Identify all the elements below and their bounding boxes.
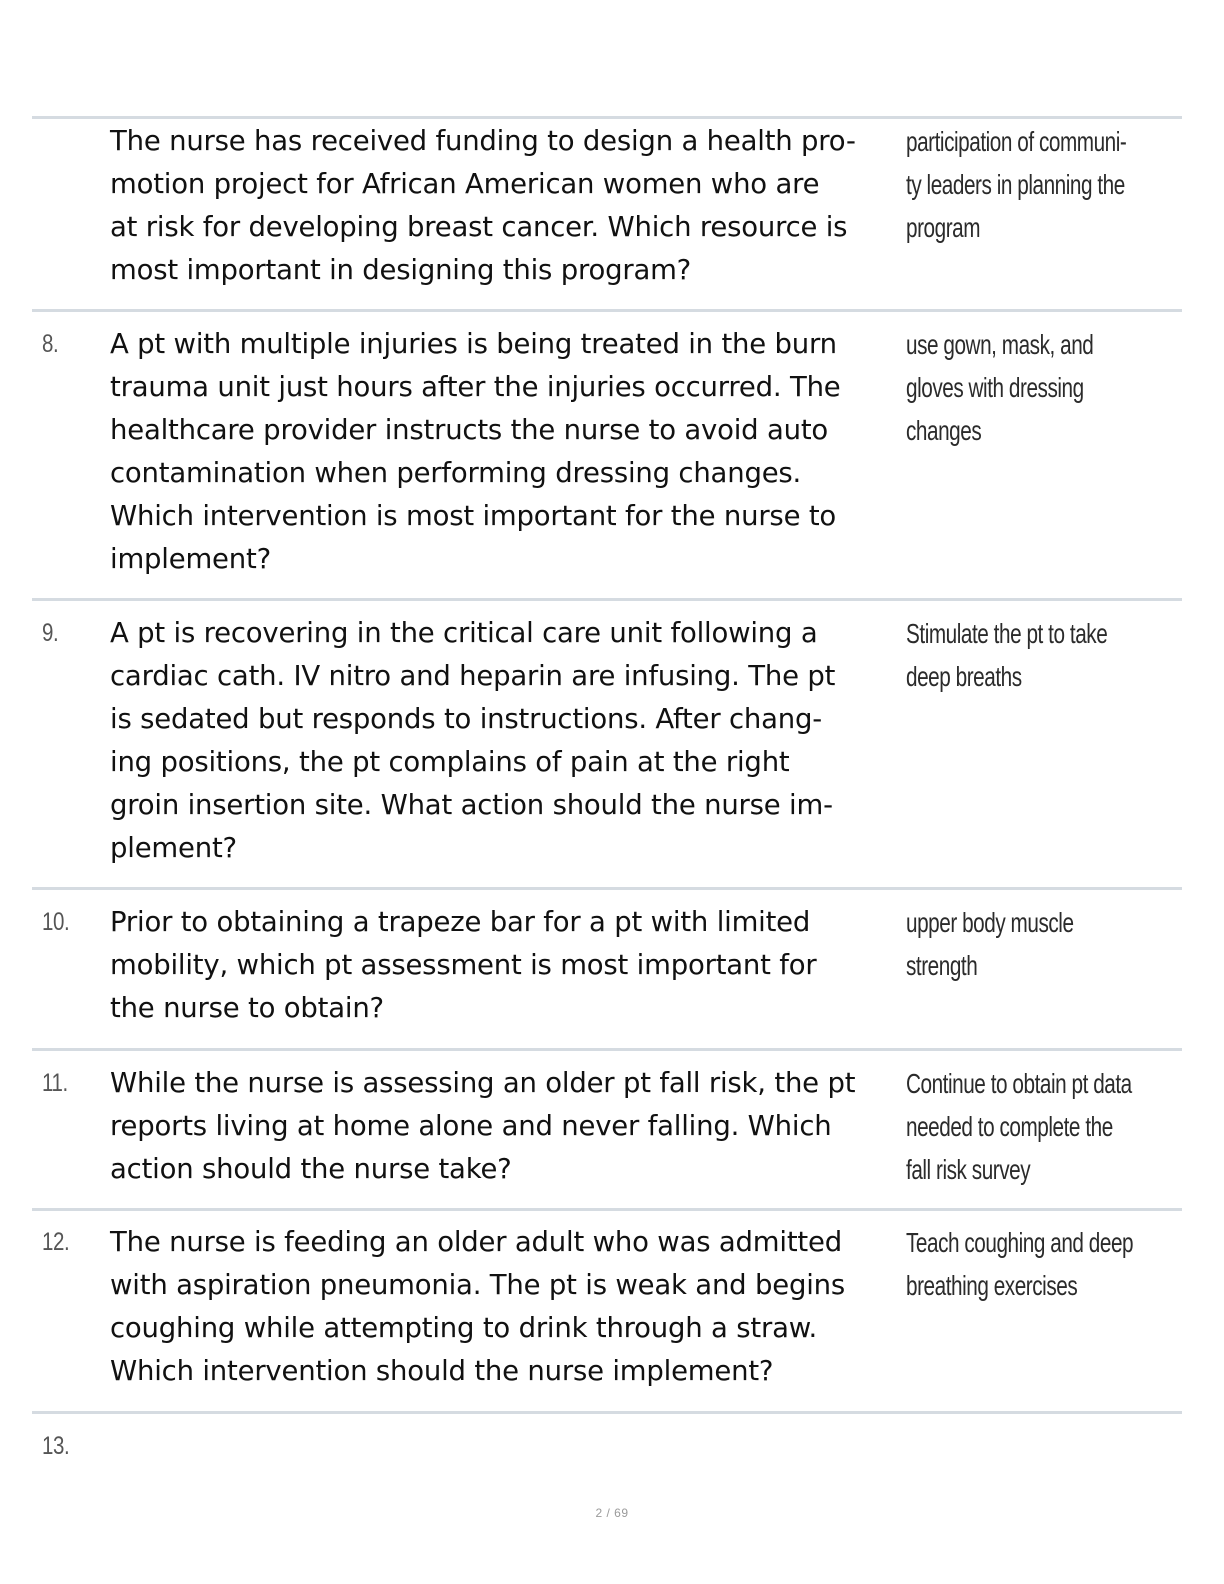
question-text: The nurse has received funding to design a health pro- motion project for African American women who are at risk for developing breast cancer. Which resource is most important in designing this program?	[110, 125, 856, 286]
question-number: 13.	[42, 1432, 70, 1460]
question-number: 9.	[42, 619, 59, 647]
question-text: A pt with multiple injuries is being treated in the burn trauma unit just hours after the injuries occurred. The healthcare provider instructs the nurse to avoid auto contamination when performing dressing changes. Which intervention is most important for the nurse to implement?	[110, 328, 841, 575]
question-number: 11.	[42, 1069, 68, 1097]
answer-text: participation of communi- ty leaders in planning the program	[906, 126, 1127, 243]
question-number: 10.	[42, 908, 70, 936]
separator	[32, 1048, 1182, 1051]
question-text: While the nurse is assessing an older pt fall risk, the pt reports living at home alone and never falling. Which action should the nurse take?	[110, 1067, 856, 1185]
separator	[32, 1208, 1182, 1211]
separator-top	[32, 116, 1182, 119]
answer-text: upper body muscle strength	[906, 907, 1074, 981]
answer-text: Continue to obtain pt data needed to complete the fall risk survey	[906, 1068, 1132, 1185]
page-indicator: 2 / 69	[595, 1506, 629, 1520]
separator	[32, 598, 1182, 601]
answer-text: Stimulate the pt to take deep breaths	[906, 618, 1108, 692]
separator	[32, 309, 1182, 312]
answer-text: Teach coughing and deep breathing exercises	[906, 1227, 1134, 1301]
question-text: The nurse is feeding an older adult who was admitted with aspiration pneumonia. The pt is weak and begins coughing while attempting to drink through a straw. Which intervention should the nurse implement?	[110, 1226, 846, 1387]
question-text: Prior to obtaining a trapeze bar for a pt with limited mobility, which pt assessment is most important for the nurse to obtain?	[110, 906, 817, 1024]
separator	[32, 1411, 1182, 1414]
answer-text: use gown, mask, and gloves with dressing changes	[906, 329, 1094, 446]
question-text: A pt is recovering in the critical care unit following a cardiac cath. IV nitro and heparin are infusing. The pt is sedated but responds to instructions. After chang- ing positions, the pt complains of pain at the right groin insertion site. What action should the nurse im- plement?	[110, 617, 836, 864]
question-number: 8.	[42, 330, 59, 358]
separator	[32, 887, 1182, 890]
question-number: 12.	[42, 1228, 70, 1256]
